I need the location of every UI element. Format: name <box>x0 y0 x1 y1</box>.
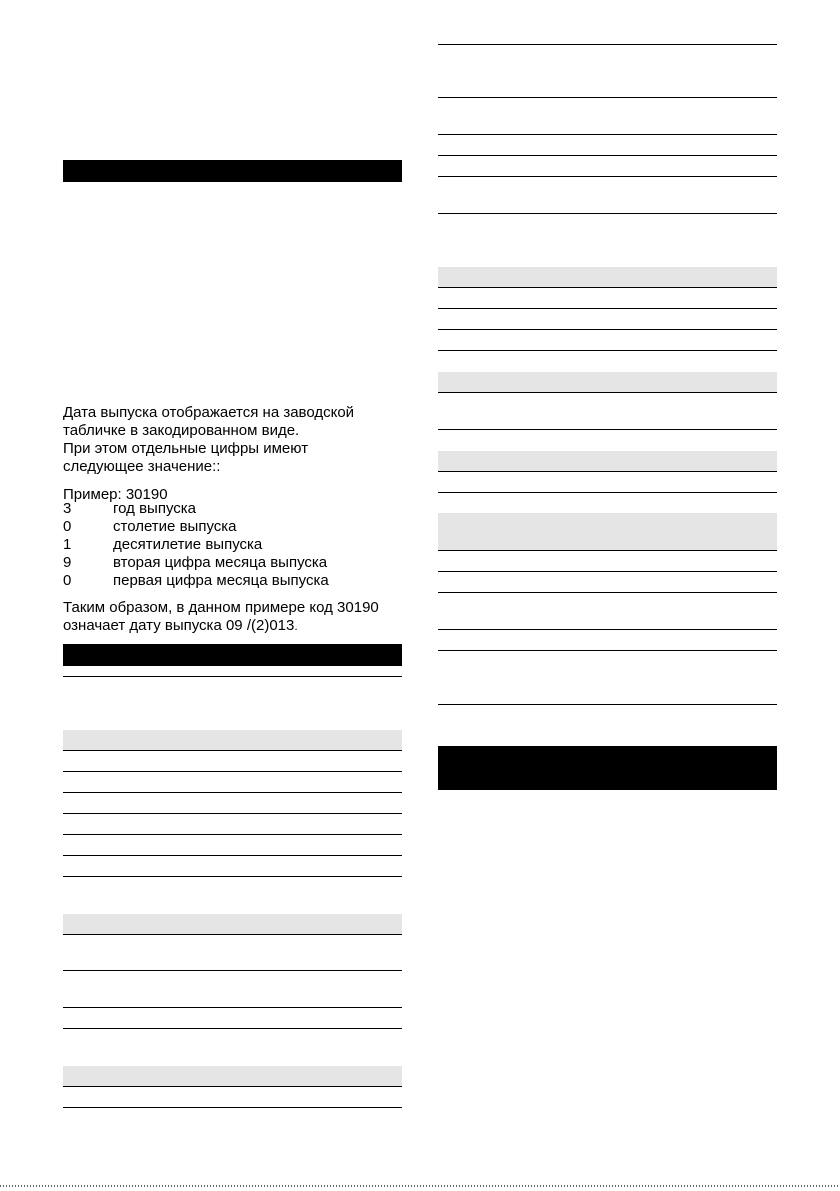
code-meaning: столетие выпуска <box>113 518 237 535</box>
table-rule <box>438 704 777 705</box>
table-rule <box>63 970 402 971</box>
table-rule <box>438 392 777 393</box>
table-rule <box>438 134 777 135</box>
date-intro-line-2: табличке в закодированном виде. <box>63 422 300 439</box>
table-rule <box>438 308 777 309</box>
table-rule <box>438 155 777 156</box>
table-rule <box>438 44 777 45</box>
code-digit: 0 <box>63 518 72 535</box>
code-meaning: вторая цифра месяца выпуска <box>113 554 328 571</box>
table-rule <box>438 176 777 177</box>
table-subheader-bar <box>63 1066 402 1086</box>
table-rule <box>438 471 777 472</box>
page-edge-rule <box>0 1185 840 1187</box>
table-rule <box>438 629 777 630</box>
code-meaning: первая цифра месяца выпуска <box>113 572 329 589</box>
date-intro-line-1: Дата выпуска отображается на заводской <box>63 404 355 421</box>
conclusion-line-2 <box>63 617 298 635</box>
example-label: Пример: 30190 <box>63 486 168 503</box>
table-rule <box>438 650 777 651</box>
table-rule <box>63 771 402 772</box>
table-rule <box>63 792 402 793</box>
table-rule <box>63 1007 402 1008</box>
table-rule <box>438 329 777 330</box>
date-intro-line-4: следующее значение:: <box>63 458 221 475</box>
conclusion-line-1: Таким образом, в данном примере код 30190 <box>63 599 379 616</box>
table-rule <box>63 813 402 814</box>
code-meaning: десятилетие выпуска <box>113 536 263 553</box>
table-rule <box>63 855 402 856</box>
table-rule <box>438 97 777 98</box>
table-subheader-bar <box>63 914 402 934</box>
table-rule <box>63 876 402 877</box>
table-rule <box>63 750 402 751</box>
date-intro-line-3: При этом отдельные цифры имеют <box>63 440 309 457</box>
table-rule <box>63 1086 402 1087</box>
code-digit: 9 <box>63 554 72 571</box>
section-header-bar <box>63 160 402 182</box>
table-rule <box>63 834 402 835</box>
table-subheader-bar <box>438 451 777 471</box>
code-digit: 1 <box>63 536 72 553</box>
section-header-bar <box>438 746 777 790</box>
table-rule <box>63 676 402 677</box>
table-rule <box>438 492 777 493</box>
table-rule <box>438 213 777 214</box>
table-rule <box>438 571 777 572</box>
table-rule <box>438 350 777 351</box>
code-meaning: год выпуска <box>113 500 197 517</box>
code-digit: 3 <box>63 500 72 517</box>
table-subheader-bar <box>438 267 777 287</box>
table-rule <box>438 287 777 288</box>
table-rule <box>63 1107 402 1108</box>
table-rule <box>438 429 777 430</box>
table-rule <box>63 1028 402 1029</box>
table-subheader-bar <box>438 372 777 392</box>
table-subheader-bar <box>63 730 402 750</box>
table-rule <box>438 550 777 551</box>
table-header-bar <box>63 644 402 666</box>
conclusion-period: . <box>294 619 298 633</box>
code-digit: 0 <box>63 572 72 589</box>
table-subheader-bar <box>438 513 777 550</box>
conclusion-date-text: означает дату выпуска 09 /(2)013 <box>63 617 295 634</box>
table-rule <box>438 592 777 593</box>
table-rule <box>63 934 402 935</box>
